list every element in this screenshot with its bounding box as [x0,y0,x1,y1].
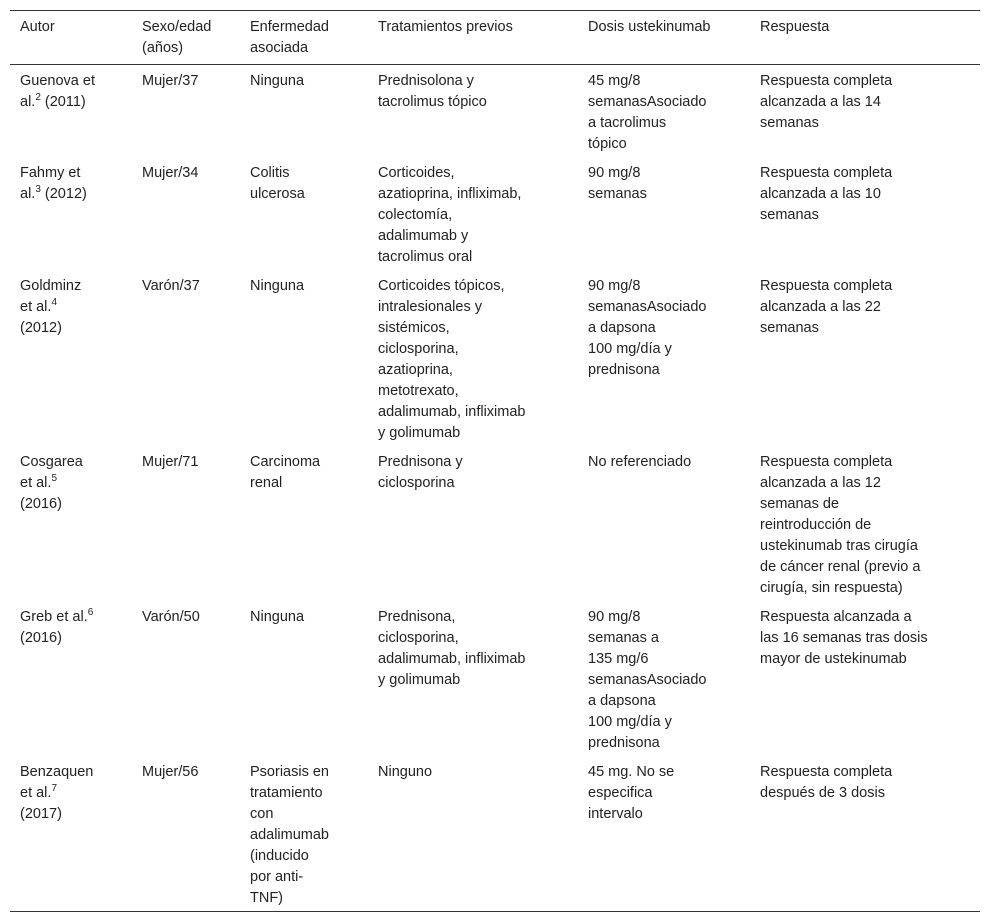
author-name: Cosgarea et al. [20,454,83,491]
header-respuesta: Respuesta [760,19,830,35]
cell-enfermedad: Colitis ulcerosa [250,165,305,202]
author-year: (2016) [20,496,62,512]
cell-enfermedad: Ninguna [250,609,305,625]
table-row [10,157,980,270]
cell-tratamientos: Corticoides tópicos, intralesionales y sistémicos, ciclosporina, azatioprina, metotrexato, adalimumab, infliximab y golimumab [378,278,526,441]
cell-enfermedad: Carcinoma renal [250,454,321,491]
cell-tratamientos: Prednisona, ciclosporina, adalimumab, infliximab y golimumab [378,609,526,688]
cell-autor [10,601,132,756]
header-tratamientos-previos: Tratamientos previos [378,19,513,35]
reference-link[interactable]: 2 [35,92,41,104]
author-name: Guenova et al. [20,73,95,110]
cell-autor [10,65,132,158]
cell-dosis: 90 mg/8 semanas a 135 mg/6 semanasAsociado a dapsona 100 mg/día y prednisona [588,609,707,751]
cell-tratamientos: Prednisona y ciclosporina [378,454,463,491]
table-row [10,270,980,446]
table-header-row [10,11,980,65]
cell-tratamientos: Ninguno [378,764,433,780]
case-reports-table [10,10,980,912]
cell-respuesta: Respuesta completa alcanzada a las 10 semanas [760,165,893,223]
reference-link[interactable]: 6 [87,607,94,619]
author-name: Goldminz et al. [20,278,82,315]
cell-sexo-edad: Mujer/56 [142,764,199,780]
table-row [10,65,980,158]
author-name: Fahmy et al. [20,165,81,202]
header-enfermedad-asociada: Enfermedad asociada [250,19,329,56]
cell-respuesta: Respuesta completa después de 3 dosis [760,764,893,801]
header-sexo-edad: Sexo/edad (años) [142,19,212,56]
author-name: Greb et al. [20,609,88,625]
cell-enfermedad: Ninguna [250,73,305,89]
table-row [10,756,980,912]
author-year: (2011) [40,94,86,110]
author-name: Benzaquen et al. [20,764,94,801]
author-year: (2017) [20,806,62,822]
cell-autor [10,270,132,446]
cell-autor [10,446,132,601]
reference-link[interactable]: 3 [35,184,41,196]
cell-tratamientos: Corticoides, azatioprina, infliximab, colectomía, adalimumab y tacrolimus oral [378,165,522,265]
cell-respuesta: Respuesta alcanzada a las 16 semanas tras dosis mayor de ustekinumab [760,609,928,667]
cell-sexo-edad: Mujer/71 [142,454,199,470]
cell-sexo-edad: Varón/37 [142,278,200,294]
reference-link[interactable]: 5 [51,473,57,485]
cell-autor [10,756,132,912]
cell-dosis: 90 mg/8 semanas [588,165,647,202]
reference-link[interactable]: 7 [51,783,57,795]
cell-dosis: 45 mg. No se especifica intervalo [588,764,675,822]
header-autor: Autor [20,19,55,35]
cell-dosis: 45 mg/8 semanasAsociado a tacrolimus tópico [588,73,707,152]
cell-tratamientos: Prednisolona y tacrolimus tópico [378,73,487,110]
table-row [10,601,980,756]
cell-dosis: 90 mg/8 semanasAsociado a dapsona 100 mg/día y prednisona [588,278,707,378]
reference-link[interactable]: 4 [51,297,57,309]
cell-autor [10,157,132,270]
author-year: (2016) [20,630,62,646]
cell-respuesta: Respuesta completa alcanzada a las 12 semanas de reintroducción de ustekinumab tras cirugía de cáncer renal (previo a cirugía, sin respuesta) [760,454,921,596]
author-year: (2012) [40,186,87,202]
cell-respuesta: Respuesta completa alcanzada a las 14 semanas [760,73,893,131]
header-dosis-ustekinumab: Dosis ustekinumab [588,19,711,35]
cell-sexo-edad: Mujer/34 [142,165,199,181]
cell-enfermedad: Ninguna [250,278,305,294]
cell-respuesta: Respuesta completa alcanzada a las 22 semanas [760,278,893,336]
cell-enfermedad: Psoriasis en tratamiento con adalimumab (inducido por anti- TNF) [250,764,329,906]
cell-sexo-edad: Varón/50 [142,609,200,625]
table-row [10,446,980,601]
author-year: (2012) [20,320,62,336]
cell-dosis: No referenciado [588,454,692,470]
cell-sexo-edad: Mujer/37 [142,73,199,89]
